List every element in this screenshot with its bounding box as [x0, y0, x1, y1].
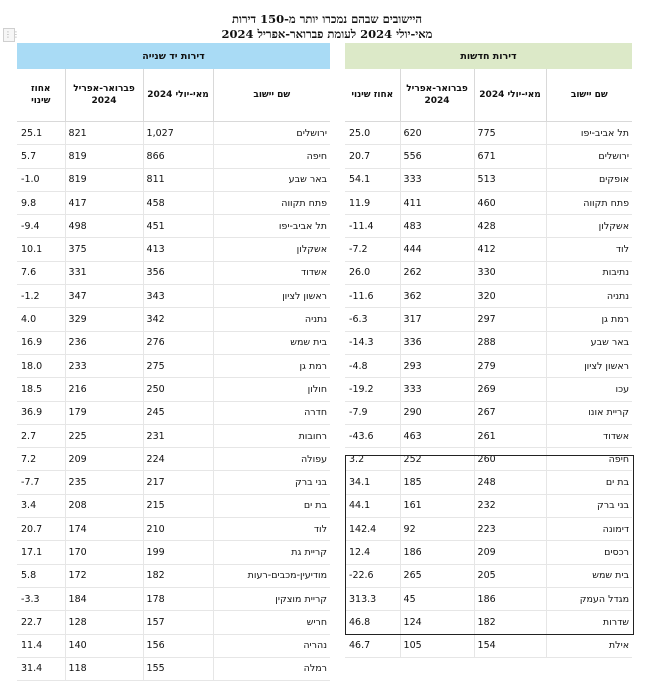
table-row: [17, 564, 330, 587]
change-cell: 46.8: [345, 611, 400, 634]
locality-cell: ירושלים: [546, 145, 632, 168]
locality-cell: אופקים: [546, 168, 632, 191]
change-cell: 22.7: [17, 611, 65, 634]
table-row: [345, 378, 632, 401]
table-row: [17, 494, 330, 517]
may-jul-cell: 248: [474, 471, 546, 494]
table-row: [17, 541, 330, 564]
change-cell: 31.4: [17, 657, 65, 680]
feb-apr-cell: 140: [65, 634, 143, 657]
table-row: [345, 145, 632, 168]
column-header-locality: שם יישוב: [213, 69, 330, 122]
table-row: [345, 308, 632, 331]
table-row: [345, 401, 632, 424]
table-row: [17, 378, 330, 401]
locality-cell: לוד: [546, 238, 632, 261]
locality-cell: תל אביב-יפו: [546, 122, 632, 145]
change-cell: 3.2: [345, 448, 400, 471]
table-row: [345, 564, 632, 587]
may-jul-cell: 458: [143, 191, 213, 214]
title-line-2: מאי-יולי 2024 לעומת פברואר-אפריל 2024: [221, 27, 433, 41]
table-row: [17, 401, 330, 424]
feb-apr-cell: 170: [65, 541, 143, 564]
feb-apr-cell: 347: [65, 285, 143, 308]
may-jul-cell: 866: [143, 145, 213, 168]
table-row: [345, 191, 632, 214]
feb-apr-cell: 293: [400, 354, 474, 377]
may-jul-cell: 215: [143, 494, 213, 517]
locality-cell: חריש: [213, 611, 330, 634]
table-row: [345, 494, 632, 517]
feb-apr-cell: 174: [65, 518, 143, 541]
page-title: [0, 12, 654, 42]
may-jul-cell: 261: [474, 424, 546, 447]
may-jul-cell: 412: [474, 238, 546, 261]
change-cell: 4.0: [17, 308, 65, 331]
change-cell: 54.1: [345, 168, 400, 191]
locality-cell: חיפה: [546, 448, 632, 471]
may-jul-cell: 811: [143, 168, 213, 191]
change-cell: 7.9-: [345, 401, 400, 424]
feb-apr-cell: 290: [400, 401, 474, 424]
may-jul-cell: 342: [143, 308, 213, 331]
feb-apr-cell: 233: [65, 354, 143, 377]
feb-apr-cell: 216: [65, 378, 143, 401]
may-jul-cell: 182: [143, 564, 213, 587]
table-row: [345, 215, 632, 238]
locality-cell: נהריה: [213, 634, 330, 657]
feb-apr-cell: 265: [400, 564, 474, 587]
locality-cell: נתיבות: [546, 261, 632, 284]
feb-apr-cell: 483: [400, 215, 474, 238]
change-cell: 3.4: [17, 494, 65, 517]
change-cell: 313.3: [345, 587, 400, 610]
change-cell: 10.1: [17, 238, 65, 261]
may-jul-cell: 260: [474, 448, 546, 471]
change-cell: 34.1: [345, 471, 400, 494]
change-cell: 5.8: [17, 564, 65, 587]
locality-cell: פתח תקווה: [213, 191, 330, 214]
change-cell: 6.3-: [345, 308, 400, 331]
feb-apr-cell: 225: [65, 424, 143, 447]
may-jul-cell: 224: [143, 448, 213, 471]
feb-apr-cell: 179: [65, 401, 143, 424]
feb-apr-cell: 336: [400, 331, 474, 354]
table-row: [345, 541, 632, 564]
locality-cell: רמת גן: [546, 308, 632, 331]
table-row: [345, 261, 632, 284]
change-cell: 11.6-: [345, 285, 400, 308]
locality-cell: ראשון לציון: [546, 354, 632, 377]
change-cell: 7.2-: [345, 238, 400, 261]
may-jul-cell: 205: [474, 564, 546, 587]
feb-apr-cell: 252: [400, 448, 474, 471]
table-row: [345, 448, 632, 471]
change-cell: 11.4: [17, 634, 65, 657]
may-jul-cell: 275: [143, 354, 213, 377]
feb-apr-cell: 375: [65, 238, 143, 261]
table-row: [345, 611, 632, 634]
column-header-feb-apr: פברואר-אפריל 2024: [400, 69, 474, 122]
table-row: [17, 168, 330, 191]
change-cell: 7.6: [17, 261, 65, 284]
change-cell: 11.4-: [345, 215, 400, 238]
table-row: [17, 354, 330, 377]
may-jul-cell: 330: [474, 261, 546, 284]
locality-cell: פתח תקווה: [546, 191, 632, 214]
table-row: [17, 215, 330, 238]
feb-apr-cell: 124: [400, 611, 474, 634]
change-cell: 19.2-: [345, 378, 400, 401]
change-cell: 7.7-: [17, 471, 65, 494]
feb-apr-cell: 819: [65, 168, 143, 191]
may-jul-cell: 210: [143, 518, 213, 541]
may-jul-cell: 155: [143, 657, 213, 680]
change-cell: 20.7: [345, 145, 400, 168]
column-header-may-jul: מאי-יולי 2024: [143, 69, 213, 122]
change-cell: 17.1: [17, 541, 65, 564]
locality-cell: באר שבע: [546, 331, 632, 354]
may-jul-cell: 671: [474, 145, 546, 168]
change-cell: 9.4-: [17, 215, 65, 238]
locality-cell: אשדוד: [213, 261, 330, 284]
change-cell: 14.3-: [345, 331, 400, 354]
may-jul-cell: 343: [143, 285, 213, 308]
change-cell: 9.8: [17, 191, 65, 214]
locality-cell: קריית אונו: [546, 401, 632, 424]
locality-cell: ראשון לציון: [213, 285, 330, 308]
feb-apr-cell: 172: [65, 564, 143, 587]
change-cell: 7.2: [17, 448, 65, 471]
locality-cell: נתניה: [546, 285, 632, 308]
feb-apr-cell: 411: [400, 191, 474, 214]
feb-apr-cell: 620: [400, 122, 474, 145]
may-jul-cell: 232: [474, 494, 546, 517]
change-cell: 11.9: [345, 191, 400, 214]
may-jul-cell: 178: [143, 587, 213, 610]
may-jul-cell: 209: [474, 541, 546, 564]
feb-apr-cell: 821: [65, 122, 143, 145]
may-jul-cell: 320: [474, 285, 546, 308]
feb-apr-cell: 498: [65, 215, 143, 238]
new-apartments-table: [345, 43, 632, 658]
may-jul-cell: 186: [474, 587, 546, 610]
may-jul-cell: 297: [474, 308, 546, 331]
locality-cell: בת ים: [546, 471, 632, 494]
change-cell: 18.5: [17, 378, 65, 401]
locality-cell: לוד: [213, 518, 330, 541]
locality-cell: אשדוד: [546, 424, 632, 447]
change-cell: 44.1: [345, 494, 400, 517]
table-row: [345, 285, 632, 308]
table-row: [345, 238, 632, 261]
feb-apr-cell: 128: [65, 611, 143, 634]
change-cell: 43.6-: [345, 424, 400, 447]
may-jul-cell: 288: [474, 331, 546, 354]
second-hand-apartments-table: [17, 43, 330, 681]
may-jul-cell: 154: [474, 634, 546, 657]
table-row: [17, 285, 330, 308]
feb-apr-cell: 236: [65, 331, 143, 354]
table-row: [345, 471, 632, 494]
locality-cell: עכו: [546, 378, 632, 401]
table-row: [345, 122, 632, 145]
locality-cell: אילת: [546, 634, 632, 657]
table-row: [345, 424, 632, 447]
may-jul-cell: 267: [474, 401, 546, 424]
may-jul-cell: 413: [143, 238, 213, 261]
may-jul-cell: 223: [474, 518, 546, 541]
locality-cell: קריית גת: [213, 541, 330, 564]
feb-apr-cell: 235: [65, 471, 143, 494]
may-jul-cell: 245: [143, 401, 213, 424]
change-cell: 26.0: [345, 261, 400, 284]
locality-cell: בני ברק: [213, 471, 330, 494]
new-apartments-header: דירות חדשות: [345, 43, 632, 69]
may-jul-cell: 217: [143, 471, 213, 494]
change-cell: 20.7: [17, 518, 65, 541]
change-cell: 142.4: [345, 518, 400, 541]
feb-apr-cell: 444: [400, 238, 474, 261]
change-cell: 16.9: [17, 331, 65, 354]
feb-apr-cell: 333: [400, 168, 474, 191]
feb-apr-cell: 819: [65, 145, 143, 168]
feb-apr-cell: 186: [400, 541, 474, 564]
change-cell: 5.7: [17, 145, 65, 168]
feb-apr-cell: 556: [400, 145, 474, 168]
table-row: [17, 518, 330, 541]
may-jul-cell: 199: [143, 541, 213, 564]
table-row: [345, 518, 632, 541]
locality-cell: דימונה: [546, 518, 632, 541]
table-row: [17, 191, 330, 214]
locality-cell: מגדל העמק: [546, 587, 632, 610]
locality-cell: נתניה: [213, 308, 330, 331]
locality-cell: אשקלון: [213, 238, 330, 261]
column-header-change: אחוז שינוי: [17, 69, 65, 122]
feb-apr-cell: 105: [400, 634, 474, 657]
locality-cell: בית שמש: [213, 331, 330, 354]
table-row: [17, 331, 330, 354]
table-row: [17, 611, 330, 634]
locality-cell: אשקלון: [546, 215, 632, 238]
feb-apr-cell: 362: [400, 285, 474, 308]
locality-cell: רמלה: [213, 657, 330, 680]
may-jul-cell: 356: [143, 261, 213, 284]
locality-cell: חיפה: [213, 145, 330, 168]
title-line-1: היישובים שבהם נמכרו יותר מ-150 דירות: [231, 12, 423, 26]
feb-apr-cell: 45: [400, 587, 474, 610]
table-row: [17, 657, 330, 680]
change-cell: 46.7: [345, 634, 400, 657]
feb-apr-cell: 118: [65, 657, 143, 680]
locality-cell: רכסים: [546, 541, 632, 564]
may-jul-cell: 250: [143, 378, 213, 401]
locality-cell: תל אביב-יפו: [213, 215, 330, 238]
feb-apr-cell: 333: [400, 378, 474, 401]
may-jul-cell: 182: [474, 611, 546, 634]
feb-apr-cell: 329: [65, 308, 143, 331]
table-row: [345, 168, 632, 191]
second-hand-header: דירות יד שנייה: [17, 43, 330, 69]
column-header-change: אחוז שינוי: [345, 69, 400, 122]
table-row: [17, 145, 330, 168]
change-cell: 18.0: [17, 354, 65, 377]
feb-apr-cell: 417: [65, 191, 143, 214]
change-cell: 25.0: [345, 122, 400, 145]
table-row: [17, 587, 330, 610]
may-jul-cell: 775: [474, 122, 546, 145]
locality-cell: ירושלים: [213, 122, 330, 145]
locality-cell: רחובות: [213, 424, 330, 447]
locality-cell: חדרה: [213, 401, 330, 424]
change-cell: 36.9: [17, 401, 65, 424]
may-jul-cell: 157: [143, 611, 213, 634]
feb-apr-cell: 463: [400, 424, 474, 447]
feb-apr-cell: 331: [65, 261, 143, 284]
table-row: [17, 634, 330, 657]
locality-cell: עפולה: [213, 448, 330, 471]
feb-apr-cell: 317: [400, 308, 474, 331]
table-row: [17, 122, 330, 145]
column-header-feb-apr: פברואר-אפריל 2024: [65, 69, 143, 122]
locality-cell: רמת גן: [213, 354, 330, 377]
table-row: [345, 331, 632, 354]
may-jul-cell: 276: [143, 331, 213, 354]
table-row: [345, 634, 632, 657]
feb-apr-cell: 262: [400, 261, 474, 284]
locality-cell: בני ברק: [546, 494, 632, 517]
feb-apr-cell: 209: [65, 448, 143, 471]
feb-apr-cell: 184: [65, 587, 143, 610]
change-cell: 25.1: [17, 122, 65, 145]
locality-cell: קריית מוצקין: [213, 587, 330, 610]
may-jul-cell: 1,027: [143, 122, 213, 145]
locality-cell: בית שמש: [546, 564, 632, 587]
feb-apr-cell: 92: [400, 518, 474, 541]
may-jul-cell: 231: [143, 424, 213, 447]
may-jul-cell: 269: [474, 378, 546, 401]
feb-apr-cell: 161: [400, 494, 474, 517]
may-jul-cell: 460: [474, 191, 546, 214]
table-row: [345, 587, 632, 610]
table-row: [17, 308, 330, 331]
locality-cell: בת ים: [213, 494, 330, 517]
table-row: [17, 471, 330, 494]
change-cell: 1.2-: [17, 285, 65, 308]
change-cell: 3.3-: [17, 587, 65, 610]
may-jul-cell: 428: [474, 215, 546, 238]
table-row: [345, 354, 632, 377]
feb-apr-cell: 185: [400, 471, 474, 494]
drag-handle-icon[interactable]: ⋮⋮: [3, 28, 15, 42]
may-jul-cell: 156: [143, 634, 213, 657]
table-row: [17, 424, 330, 447]
change-cell: 4.8-: [345, 354, 400, 377]
locality-cell: חולון: [213, 378, 330, 401]
table-row: [17, 261, 330, 284]
locality-cell: שדרות: [546, 611, 632, 634]
feb-apr-cell: 208: [65, 494, 143, 517]
locality-cell: באר שבע: [213, 168, 330, 191]
may-jul-cell: 279: [474, 354, 546, 377]
table-row: [17, 238, 330, 261]
may-jul-cell: 513: [474, 168, 546, 191]
may-jul-cell: 451: [143, 215, 213, 238]
change-cell: 1.0-: [17, 168, 65, 191]
column-header-locality: שם יישוב: [546, 69, 632, 122]
change-cell: 22.6-: [345, 564, 400, 587]
column-header-may-jul: מאי-יולי 2024: [474, 69, 546, 122]
change-cell: 12.4: [345, 541, 400, 564]
locality-cell: מודיעין-מכבים-רעות: [213, 564, 330, 587]
change-cell: 2.7: [17, 424, 65, 447]
table-row: [17, 448, 330, 471]
